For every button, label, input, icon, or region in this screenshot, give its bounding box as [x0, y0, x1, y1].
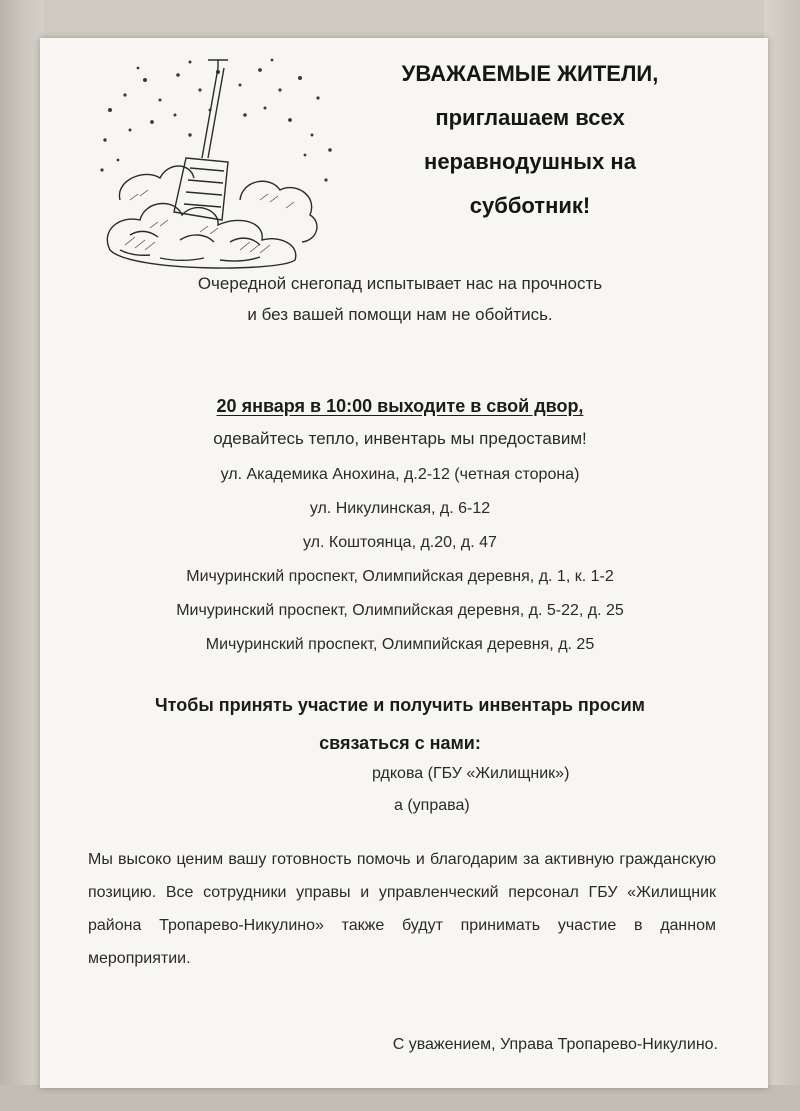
participation-line-1: Чтобы принять участие и получить инвентарь просим: [155, 695, 645, 715]
heading-line-1: УВАЖАЕМЫЕ ЖИТЕЛИ,: [401, 61, 659, 86]
address-item: ул. Академика Анохина, д.2-12 (четная сторона): [220, 466, 580, 483]
heading-line-4: субботник!: [469, 193, 591, 218]
notice-heading: [340, 52, 720, 228]
contact-list: [0, 758, 800, 822]
address-item: ул. Никулинская, д. 6-12: [309, 500, 491, 517]
event-date-time-text: 20 января в 10:00 выходите в свой двор,: [216, 396, 584, 416]
dress-warmly-line: одевайтесь тепло, инвентарь мы предоставим!: [213, 429, 587, 448]
contact-item: рдкова (ГБУ «Жилищник»): [372, 765, 570, 782]
address-item: Мичуринский проспект, Олимпийская деревня, д. 1, к. 1-2: [186, 568, 614, 585]
intro-line-1: Очередной снегопад испытывает нас на прочность: [197, 274, 603, 293]
address-item: ул. Коштоянца, д.20, д. 47: [303, 534, 497, 551]
intro-line-2: и без вашей помощи нам не обойтись.: [247, 305, 553, 324]
heading-line-3: неравнодушных на: [424, 149, 636, 174]
heading-line-2: приглашаем всех: [435, 105, 625, 130]
contact-item: а (управа): [394, 797, 470, 814]
participation-line-2: связаться с нами:: [319, 733, 481, 753]
signature-line: С уважением, Управа Тропарево-Никулино.: [392, 1036, 718, 1053]
intro-text: [0, 268, 800, 330]
wall-background-bottom: [0, 1085, 800, 1111]
participation-call: [0, 686, 800, 762]
thanks-paragraph: Мы высоко ценим вашу готовность помочь и благодарим за активную гражданскую позицию. Все сотрудники управы и управленческий персонал ГБУ «Жилищник района Тропарево-Никулино» также будут принимать участие в данном мероприятии.: [88, 851, 716, 967]
event-date-time: [0, 390, 800, 422]
snow-shovel-icon: [90, 50, 340, 275]
address-item: Мичуринский проспект, Олимпийская деревня, д. 5-22, д. 25: [176, 602, 624, 619]
address-list: [0, 458, 800, 662]
address-item: Мичуринский проспект, Олимпийская деревня, д. 25: [205, 636, 595, 653]
